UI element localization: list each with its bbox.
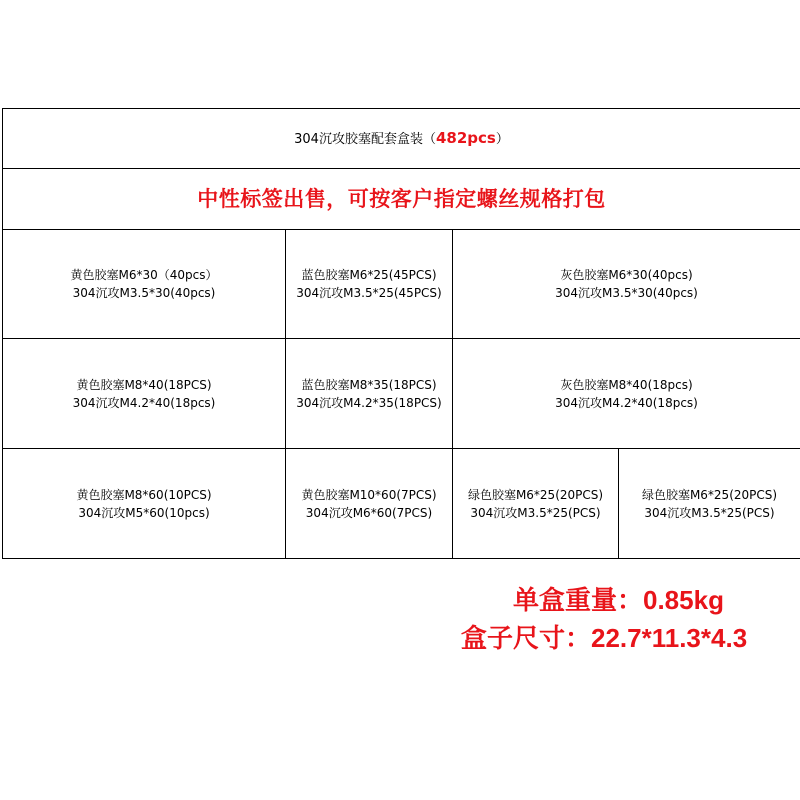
table-cell — [453, 230, 800, 338]
cell-line-2: 304沉攻M3.5*25(PCS) — [644, 505, 775, 520]
cell-line-2: 304沉攻M6*60(7PCS) — [305, 505, 433, 520]
cell-line-1: 绿色胶塞M6*25(20PCS) — [467, 487, 604, 502]
cell-line-1: 绿色胶塞M6*25(20PCS) — [641, 487, 778, 502]
table-cell — [286, 230, 452, 338]
table-cell — [619, 449, 800, 558]
table-cell — [453, 449, 618, 558]
cell-line-1: 黄色胶塞M8*40(18PCS) — [76, 377, 212, 392]
table-cell — [3, 339, 285, 448]
cell-line-1: 黄色胶塞M8*60(10PCS) — [76, 487, 212, 502]
cell-line-1: 黄色胶塞M6*30（40pcs） — [70, 268, 218, 282]
cell-line-2: 304沉攻M3.5*30(40pcs) — [72, 286, 216, 300]
table-cell — [453, 339, 800, 448]
cell-line-2: 304沉攻M3.5*30(40pcs) — [555, 286, 698, 300]
cell-line-1: 灰色胶塞M6*30(40pcs) — [560, 268, 693, 282]
table-border-bottom — [2, 558, 800, 559]
table-title: 304沉攻胶塞配套盒装（482pcs） — [294, 128, 509, 147]
total-count: 482pcs — [435, 128, 496, 147]
product-table — [2, 108, 800, 559]
banner-text: 中性标签出售，可按客户指定螺丝规格打包 — [197, 187, 606, 211]
box-size: 盒子尺寸：22.7*11.3*4.3 — [461, 623, 748, 653]
cell-line-2: 304沉攻M4.2*35(18PCS) — [296, 395, 442, 410]
table-title-cell — [3, 109, 800, 168]
cell-line-2: 304沉攻M4.2*40(18pcs) — [72, 395, 216, 410]
cell-line-1: 蓝色胶塞M6*25(45PCS) — [301, 268, 437, 282]
box-weight: 单盒重量：0.85kg — [513, 585, 724, 615]
cell-line-2: 304沉攻M5*60(10pcs) — [78, 505, 210, 520]
cell-line-1: 灰色胶塞M8*40(18pcs) — [560, 377, 693, 392]
table-cell — [286, 449, 452, 558]
cell-line-2: 304沉攻M3.5*25(PCS) — [470, 505, 601, 520]
table-cell — [3, 230, 285, 338]
banner-cell — [3, 169, 800, 229]
cell-line-1: 蓝色胶塞M8*35(18PCS) — [301, 377, 437, 392]
table-cell — [3, 449, 285, 558]
cell-line-2: 304沉攻M3.5*25(45PCS) — [296, 286, 442, 300]
table-cell — [286, 339, 452, 448]
cell-line-1: 黄色胶塞M10*60(7PCS) — [301, 487, 437, 502]
cell-line-2: 304沉攻M4.2*40(18pcs) — [555, 395, 698, 410]
